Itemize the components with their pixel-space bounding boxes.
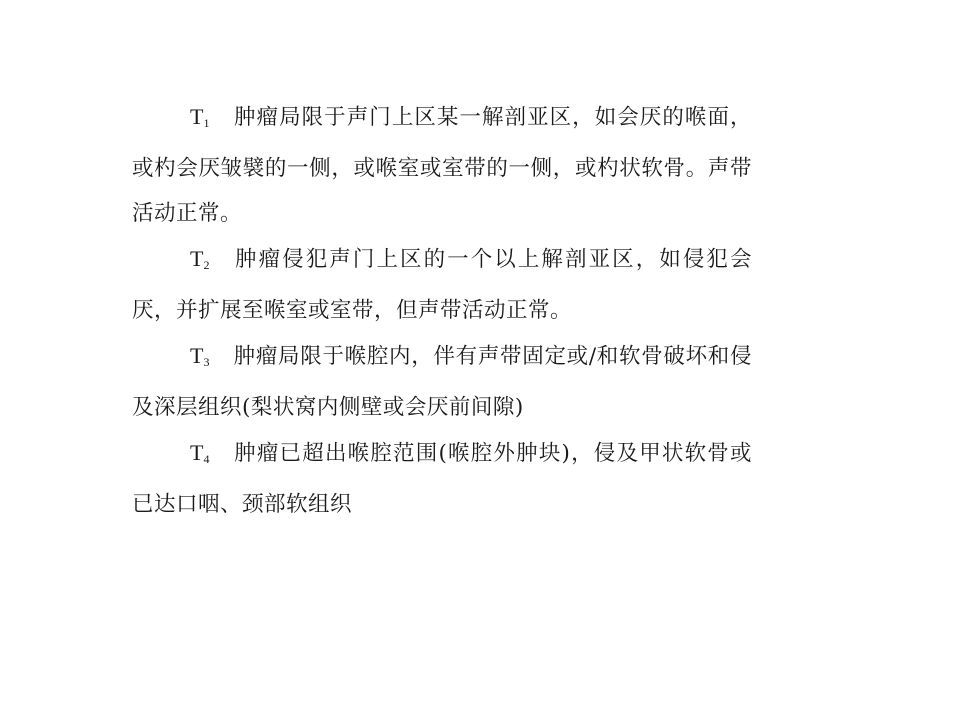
stage-t2-description: 肿瘤侵犯声门上区的一个以上解剖亚区，如侵犯会厌，并扩展至喉室或室带，但声带活动正常。 bbox=[132, 247, 752, 323]
staging-text-block bbox=[132, 94, 752, 527]
stage-label-t1: $T_1$ bbox=[190, 104, 210, 130]
stage-t3-description: 肿瘤局限于喉腔内，伴有声带固定或/和软骨破坏和侵及深层组织(梨状窝内侧壁或会厌前间隙) bbox=[132, 344, 752, 420]
stage-t4-description: 肿瘤已超出喉腔范围(喉腔外肿块)，侵及甲状软骨或已达口咽、颈部软组织 bbox=[132, 441, 752, 517]
stage-label-t2: $T_2$ bbox=[190, 246, 210, 272]
stage-label-t4: $T_4$ bbox=[190, 440, 210, 466]
stage-t3-paragraph bbox=[132, 333, 752, 430]
stage-label-t3: $T_3$ bbox=[190, 343, 210, 369]
stage-t2-paragraph bbox=[132, 236, 752, 333]
stage-t4-paragraph bbox=[132, 430, 752, 527]
stage-t1-paragraph bbox=[132, 94, 752, 236]
stage-t1-description: 肿瘤局限于声门上区某一解剖亚区，如会厌的喉面，或杓会厌皱襞的一侧，或喉室或室带的一侧，或杓状软骨。声带活动正常。 bbox=[132, 105, 752, 226]
